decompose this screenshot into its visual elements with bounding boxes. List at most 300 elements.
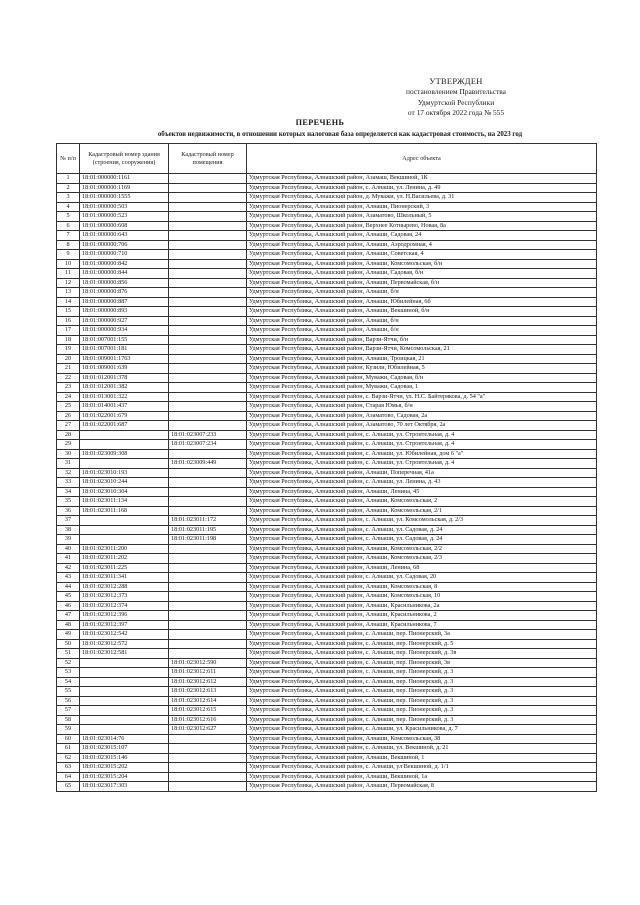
- table-row: [57, 383, 597, 393]
- room-cadastral-number: [169, 601, 247, 611]
- table-body: [57, 174, 597, 792]
- room-cadastral-number: 18:01:023012:611: [169, 668, 247, 678]
- row-number: 13: [57, 288, 80, 298]
- building-cadastral-number: 18:01:023011:168: [80, 506, 169, 516]
- table-row: [57, 221, 597, 231]
- building-cadastral-number: 18:01:000000:856: [80, 278, 169, 288]
- building-cadastral-number: 18:01:000000:876: [80, 288, 169, 298]
- room-cadastral-number: [169, 544, 247, 554]
- room-cadastral-number: [169, 288, 247, 298]
- room-cadastral-number: [169, 772, 247, 782]
- room-cadastral-number: [169, 373, 247, 383]
- building-cadastral-number: 18:01:023011:225: [80, 563, 169, 573]
- table-row: [57, 297, 597, 307]
- building-cadastral-number: 18:01:000000:887: [80, 297, 169, 307]
- row-number: 18: [57, 335, 80, 345]
- table-row: [57, 183, 597, 193]
- object-address: Удмуртская Республика, Алнашский район, Алнаши, Комсомольская, 10: [247, 592, 597, 602]
- table-row: [57, 278, 597, 288]
- object-address: Удмуртская Республика, Алнашский район, Алнаши, Ленина, 68: [247, 563, 597, 573]
- table-row: [57, 753, 597, 763]
- building-cadastral-number: 18:01:023015:204: [80, 772, 169, 782]
- room-cadastral-number: [169, 506, 247, 516]
- room-cadastral-number: 18:01:023012:613: [169, 687, 247, 697]
- building-cadastral-number: [80, 715, 169, 725]
- table-row: [57, 193, 597, 203]
- object-address: Удмуртская Республика, Алнашский район, с. Алнаши, ул. Садовая, 20: [247, 573, 597, 583]
- object-address: Удмуртская Республика, Алнашский район, с. Алнаши, ул. Садовая, д. 24: [247, 525, 597, 535]
- building-cadastral-number: [80, 525, 169, 535]
- object-address: Удмуртская Республика, Алнашский район, с. Алнаши, пер. Пионерский, д. 3: [247, 696, 597, 706]
- table-row: [57, 668, 597, 678]
- row-number: 45: [57, 592, 80, 602]
- table-row: [57, 582, 597, 592]
- row-number: 15: [57, 307, 80, 317]
- row-number: 2: [57, 183, 80, 193]
- table-row: [57, 288, 597, 298]
- room-cadastral-number: [169, 354, 247, 364]
- row-number: 40: [57, 544, 80, 554]
- row-number: 60: [57, 734, 80, 744]
- building-cadastral-number: 18:01:023012:581: [80, 649, 169, 659]
- building-cadastral-number: 18:01:023012:396: [80, 611, 169, 621]
- object-address: Удмуртская Республика, Алнашский район, д. Муважи, ул. Н.Васильева, д. 31: [247, 193, 597, 203]
- table-row: [57, 563, 597, 573]
- building-cadastral-number: 18:01:023011:341: [80, 573, 169, 583]
- table-row: [57, 468, 597, 478]
- building-cadastral-number: 18:01:000000:710: [80, 250, 169, 260]
- building-cadastral-number: 18:01:000000:893: [80, 307, 169, 317]
- building-cadastral-number: 18:01:000000:706: [80, 240, 169, 250]
- room-cadastral-number: [169, 592, 247, 602]
- room-cadastral-number: [169, 782, 247, 792]
- row-number: 39: [57, 535, 80, 545]
- table-row: [57, 544, 597, 554]
- row-number: 56: [57, 696, 80, 706]
- row-number: 26: [57, 411, 80, 421]
- building-cadastral-number: 18:01:023014:76: [80, 734, 169, 744]
- room-cadastral-number: 18:01:023012:614: [169, 696, 247, 706]
- row-number: 10: [57, 259, 80, 269]
- room-cadastral-number: [169, 392, 247, 402]
- object-address: Удмуртская Республика, Алнашский район, с. Алнаши, пер. Пионерский, д. 3: [247, 668, 597, 678]
- table-row: [57, 715, 597, 725]
- room-cadastral-number: [169, 221, 247, 231]
- object-address: Удмуртская Республика, Алнашский район, с. Алнаши, ул. Ленина, д. 43: [247, 478, 597, 488]
- row-number: 33: [57, 478, 80, 488]
- row-number: 32: [57, 468, 80, 478]
- room-cadastral-number: 18:01:023009:449: [169, 459, 247, 469]
- row-number: 44: [57, 582, 80, 592]
- object-address: Удмуртская Республика, Алнашский район, Алнаши, б/н: [247, 288, 597, 298]
- table-row: [57, 202, 597, 212]
- row-number: 43: [57, 573, 80, 583]
- table-row: [57, 449, 597, 459]
- object-address: Удмуртская Республика, Алнашский район, с. Алнаши, пер. Пионерский, д. 3в: [247, 649, 597, 659]
- document-subtitle: объектов недвижимости, в отношении которых налоговая база определяется как кадастровая стоимость, на 2023 год: [157, 131, 523, 138]
- room-cadastral-number: [169, 411, 247, 421]
- room-cadastral-number: 18:01:023007:234: [169, 440, 247, 450]
- building-cadastral-number: 18:01:000000:934: [80, 326, 169, 336]
- building-cadastral-number: 18:01:023012:288: [80, 582, 169, 592]
- room-cadastral-number: [169, 744, 247, 754]
- building-cadastral-number: 18:01:023015:107: [80, 744, 169, 754]
- row-number: 48: [57, 620, 80, 630]
- approval-heading: УТВЕРЖДЕН: [429, 77, 483, 86]
- object-address: Удмуртская Республика, Алнашский район, Кузили, Юбилейная, 5: [247, 364, 597, 374]
- object-address: Удмуртская Республика, Алнашский район, Алнаши, Садовая, 24: [247, 231, 597, 241]
- room-cadastral-number: [169, 316, 247, 326]
- row-number: 9: [57, 250, 80, 260]
- building-cadastral-number: [80, 725, 169, 735]
- object-address: Удмуртская Республика, Алнашский район, с. Алнаши, ул. Садовая, д. 24: [247, 535, 597, 545]
- room-cadastral-number: [169, 212, 247, 222]
- object-address: Удмуртская Республика, Алнашский район, Алнаши, Векшиной, 1: [247, 753, 597, 763]
- room-cadastral-number: [169, 259, 247, 269]
- table-row: [57, 592, 597, 602]
- row-number: 21: [57, 364, 80, 374]
- room-cadastral-number: [169, 250, 247, 260]
- object-address: Удмуртская Республика, Алнашский район, Азаматово, 70 лет Октября, 2а: [247, 421, 597, 431]
- row-number: 62: [57, 753, 80, 763]
- table-row: [57, 411, 597, 421]
- object-address: Удмуртская Республика, Алнашский район, Алнаши, Ленина, 45: [247, 487, 597, 497]
- object-address: Удмуртская Республика, Алнашский район, Алнаши, Аэродромная, 4: [247, 240, 597, 250]
- row-number: 64: [57, 772, 80, 782]
- object-address: Удмуртская Республика, Алнашский район, Алнаши, Поперечная, 41а: [247, 468, 597, 478]
- building-cadastral-number: [80, 516, 169, 526]
- room-cadastral-number: 18:01:023012:590: [169, 658, 247, 668]
- room-cadastral-number: [169, 335, 247, 345]
- approval-line-1: постановлением Правительства: [406, 87, 506, 97]
- table-row: [57, 725, 597, 735]
- row-number: 29: [57, 440, 80, 450]
- table-row: [57, 392, 597, 402]
- approval-line-2: Удмуртской Республики: [417, 97, 495, 107]
- building-cadastral-number: 18:01:000000:523: [80, 212, 169, 222]
- table-row: [57, 402, 597, 412]
- building-cadastral-number: 18:01:014001:437: [80, 402, 169, 412]
- room-cadastral-number: [169, 753, 247, 763]
- building-cadastral-number: 18:01:023012:373: [80, 592, 169, 602]
- building-cadastral-number: 18:01:000000:608: [80, 221, 169, 231]
- table-row: [57, 478, 597, 488]
- room-cadastral-number: 18:01:023012:616: [169, 715, 247, 725]
- object-address: Удмуртская Республика, Алнашский район, Алнаши, Комсомольская, 2/1: [247, 506, 597, 516]
- object-address: Удмуртская Республика, Алнашский район, с. Алнаши, ул. Векшиной, д. 21: [247, 744, 597, 754]
- room-cadastral-number: [169, 468, 247, 478]
- room-cadastral-number: [169, 345, 247, 355]
- building-cadastral-number: 18:01:009001:1763: [80, 354, 169, 364]
- building-cadastral-number: 18:01:023012:572: [80, 639, 169, 649]
- table-row: [57, 620, 597, 630]
- building-cadastral-number: 18:01:023015:202: [80, 763, 169, 773]
- table-row: [57, 611, 597, 621]
- table-row: [57, 354, 597, 364]
- row-number: 63: [57, 763, 80, 773]
- object-address: Удмуртская Республика, Алнашский район, с. Алнаши, пер. Пионерский, д. 3: [247, 687, 597, 697]
- approval-line-3: от 17 октября 2022 года № 555: [407, 108, 505, 118]
- table-row: [57, 430, 597, 440]
- object-address: Удмуртская Республика, Алнашский район, Алнаши, Первомайская, 8: [247, 782, 597, 792]
- row-number: 38: [57, 525, 80, 535]
- object-address: Удмуртская Республика, Алнашский район, с. Алнаши, пер. Пионерский, 3а: [247, 630, 597, 640]
- room-cadastral-number: [169, 297, 247, 307]
- approval-stamp: [376, 77, 536, 119]
- row-number: 59: [57, 725, 80, 735]
- object-address: Удмуртская Республика, Алнашский район, Алнаши, Красильникова, 2а: [247, 601, 597, 611]
- row-number: 35: [57, 497, 80, 507]
- object-address: Удмуртская Республика, Алнашский район, Алнаши, Векшиной, 1а: [247, 772, 597, 782]
- row-number: 6: [57, 221, 80, 231]
- building-cadastral-number: 18:01:023010:193: [80, 468, 169, 478]
- building-cadastral-number: 18:01:023011:202: [80, 554, 169, 564]
- row-number: 27: [57, 421, 80, 431]
- room-cadastral-number: [169, 278, 247, 288]
- header-num: № п/п: [57, 144, 80, 174]
- room-cadastral-number: [169, 174, 247, 184]
- object-address: Удмуртская Республика, Алнашский район, Алнаши, Красильникова, 2: [247, 611, 597, 621]
- building-cadastral-number: 18:01:022001:679: [80, 411, 169, 421]
- object-address: Удмуртская Республика, Алнашский район, Азамаш, Векшиной, 1К: [247, 174, 597, 184]
- property-table: [56, 143, 597, 792]
- row-number: 54: [57, 677, 80, 687]
- object-address: Удмуртская Республика, Алнашский район, Старая Юмья, б/н: [247, 402, 597, 412]
- row-number: 65: [57, 782, 80, 792]
- building-cadastral-number: 18:01:023015:146: [80, 753, 169, 763]
- row-number: 51: [57, 649, 80, 659]
- object-address: Удмуртская Республика, Алнашский район, Азаматово, Школьный, 5: [247, 212, 597, 222]
- table-row: [57, 554, 597, 564]
- row-number: 5: [57, 212, 80, 222]
- building-cadastral-number: 18:01:023011:134: [80, 497, 169, 507]
- row-number: 58: [57, 715, 80, 725]
- table-row: [57, 269, 597, 279]
- building-cadastral-number: [80, 440, 169, 450]
- object-address: Удмуртская Республика, Алнашский район, с. Алнаши, ул. Комсомольская, д. 2/3: [247, 516, 597, 526]
- object-address: Удмуртская Республика, Алнашский район, Алнаши, Комсомольская, б/н: [247, 259, 597, 269]
- table-row: [57, 440, 597, 450]
- table-row: [57, 326, 597, 336]
- row-number: 34: [57, 487, 80, 497]
- room-cadastral-number: [169, 478, 247, 488]
- room-cadastral-number: 18:01:023012:612: [169, 677, 247, 687]
- object-address: Удмуртская Республика, Алнашский район, Алнаши, Комсомольская, 38: [247, 734, 597, 744]
- table-row: [57, 516, 597, 526]
- table-row: [57, 421, 597, 431]
- building-cadastral-number: [80, 668, 169, 678]
- building-cadastral-number: 18:01:000000:1161: [80, 174, 169, 184]
- row-number: 50: [57, 639, 80, 649]
- object-address: Удмуртская Республика, Алнашский район, Алнаши, б/н: [247, 326, 597, 336]
- room-cadastral-number: [169, 563, 247, 573]
- table-row: [57, 259, 597, 269]
- row-number: 47: [57, 611, 80, 621]
- building-cadastral-number: [80, 535, 169, 545]
- table-row: [57, 763, 597, 773]
- object-address: Удмуртская Республика, Алнашский район, Варзи-Ятчи, Комсомольская, 21: [247, 345, 597, 355]
- table-row: [57, 525, 597, 535]
- row-number: 17: [57, 326, 80, 336]
- table-row: [57, 782, 597, 792]
- table-row: [57, 373, 597, 383]
- object-address: Удмуртская Республика, Алнашский район, с. Алнаши, ул. Ленина, д. 49: [247, 183, 597, 193]
- building-cadastral-number: [80, 687, 169, 697]
- building-cadastral-number: 18:01:023012:374: [80, 601, 169, 611]
- room-cadastral-number: [169, 240, 247, 250]
- room-cadastral-number: [169, 649, 247, 659]
- row-number: 11: [57, 269, 80, 279]
- building-cadastral-number: 18:01:022001:687: [80, 421, 169, 431]
- row-number: 7: [57, 231, 80, 241]
- table-header: [57, 144, 597, 174]
- room-cadastral-number: [169, 364, 247, 374]
- building-cadastral-number: 18:01:000000:643: [80, 231, 169, 241]
- object-address: Удмуртская Республика, Алнашский район, с. Алнаши, ул Векшиной, д. 1/1: [247, 763, 597, 773]
- object-address: Удмуртская Республика, Алнашский район, с. Алнаши, ул. Строительная, д. 4: [247, 430, 597, 440]
- header-building: Кадастровый номер здания (строения, сооружения): [80, 144, 169, 174]
- object-address: Удмуртская Республика, Алнашский район, с. Алнаши, ул. Строительная, д. 4: [247, 440, 597, 450]
- room-cadastral-number: [169, 269, 247, 279]
- room-cadastral-number: [169, 231, 247, 241]
- object-address: Удмуртская Республика, Алнашский район, Алнаши, Векшиной, б/н: [247, 307, 597, 317]
- table-row: [57, 250, 597, 260]
- table-row: [57, 345, 597, 355]
- row-number: 1: [57, 174, 80, 184]
- table-row: [57, 744, 597, 754]
- building-cadastral-number: 18:01:012001:378: [80, 373, 169, 383]
- row-number: 24: [57, 392, 80, 402]
- row-number: 8: [57, 240, 80, 250]
- object-address: Удмуртская Республика, Алнашский район, Алнаши, Красильникова, 7: [247, 620, 597, 630]
- object-address: Удмуртская Республика, Алнашский район, Алнаши, Советская, 4: [247, 250, 597, 260]
- object-address: Удмуртская Республика, Алнашский район, Алнаши, Первомайская, б/н: [247, 278, 597, 288]
- table-row: [57, 630, 597, 640]
- building-cadastral-number: [80, 459, 169, 469]
- object-address: Удмуртская Республика, Алнашский район, Алнаши, б/н: [247, 316, 597, 326]
- row-number: 36: [57, 506, 80, 516]
- row-number: 53: [57, 668, 80, 678]
- building-cadastral-number: [80, 430, 169, 440]
- table-row: [57, 497, 597, 507]
- building-cadastral-number: [80, 706, 169, 716]
- row-number: 20: [57, 354, 80, 364]
- table-row: [57, 601, 597, 611]
- table-row: [57, 734, 597, 744]
- object-address: Удмуртская Республика, Алнашский район, с. Алнаши, пер. Пионерский, д. 5: [247, 639, 597, 649]
- room-cadastral-number: [169, 620, 247, 630]
- row-number: 31: [57, 459, 80, 469]
- building-cadastral-number: 18:01:023017:303: [80, 782, 169, 792]
- row-number: 30: [57, 449, 80, 459]
- object-address: Удмуртская Республика, Алнашский район, Алнаши, Комсомольская, 8: [247, 582, 597, 592]
- row-number: 61: [57, 744, 80, 754]
- row-number: 28: [57, 430, 80, 440]
- room-cadastral-number: 18:01:023011:195: [169, 525, 247, 535]
- table-row: [57, 231, 597, 241]
- object-address: Удмуртская Республика, Алнашский район, с. Алнаши, пер. Пионерский, д. 3: [247, 706, 597, 716]
- table-row: [57, 573, 597, 583]
- room-cadastral-number: [169, 449, 247, 459]
- room-cadastral-number: 18:01:023007:233: [169, 430, 247, 440]
- table-row: [57, 772, 597, 782]
- object-address: Удмуртская Республика, Алнашский район, Муважи, Садовая, 1: [247, 383, 597, 393]
- room-cadastral-number: [169, 573, 247, 583]
- row-number: 23: [57, 383, 80, 393]
- row-number: 16: [57, 316, 80, 326]
- room-cadastral-number: [169, 630, 247, 640]
- room-cadastral-number: [169, 421, 247, 431]
- room-cadastral-number: [169, 554, 247, 564]
- table-row: [57, 459, 597, 469]
- object-address: Удмуртская Республика, Алнашский район, с. Алнаши, ул. Юбилейная, дом 6 "а": [247, 449, 597, 459]
- row-number: 57: [57, 706, 80, 716]
- row-number: 55: [57, 687, 80, 697]
- room-cadastral-number: [169, 307, 247, 317]
- object-address: Удмуртская Республика, Алнашский район, Верхнее Котнырево, Новая, 8а: [247, 221, 597, 231]
- row-number: 3: [57, 193, 80, 203]
- row-number: 37: [57, 516, 80, 526]
- room-cadastral-number: [169, 639, 247, 649]
- table-row: [57, 364, 597, 374]
- row-number: 46: [57, 601, 80, 611]
- object-address: Удмуртская Республика, Алнашский район, с. Варзи-Ятчи, ул. Н.С. Байтерякова, д. 54 "а": [247, 392, 597, 402]
- object-address: Удмуртская Республика, Алнашский район, Муважи, Садовая, б/н: [247, 373, 597, 383]
- room-cadastral-number: [169, 611, 247, 621]
- room-cadastral-number: [169, 763, 247, 773]
- row-number: 49: [57, 630, 80, 640]
- table-row: [57, 240, 597, 250]
- row-number: 42: [57, 563, 80, 573]
- object-address: Удмуртская Республика, Алнашский район, Алнаши, Комсомольская, 2: [247, 497, 597, 507]
- table-row: [57, 487, 597, 497]
- table-row: [57, 506, 597, 516]
- object-address: Удмуртская Республика, Алнашский район, Алнаши, Пионерский, 3: [247, 202, 597, 212]
- room-cadastral-number: 18:01:023011:172: [169, 516, 247, 526]
- building-cadastral-number: 18:01:013001:322: [80, 392, 169, 402]
- row-number: 41: [57, 554, 80, 564]
- table-row: [57, 174, 597, 184]
- building-cadastral-number: 18:01:007001:181: [80, 345, 169, 355]
- row-number: 25: [57, 402, 80, 412]
- object-address: Удмуртская Республика, Алнашский район, Азаматово, Садовая, 2а: [247, 411, 597, 421]
- building-cadastral-number: 18:01:000000:503: [80, 202, 169, 212]
- room-cadastral-number: 18:01:023011:198: [169, 535, 247, 545]
- room-cadastral-number: [169, 497, 247, 507]
- room-cadastral-number: [169, 193, 247, 203]
- building-cadastral-number: [80, 696, 169, 706]
- document-title: ПЕРЕЧЕНЬ: [295, 118, 345, 127]
- room-cadastral-number: [169, 326, 247, 336]
- table-row: [57, 677, 597, 687]
- object-address: Удмуртская Республика, Алнашский район, Алнаши, Комсомольская, 2/2: [247, 544, 597, 554]
- building-cadastral-number: 18:01:023010:304: [80, 487, 169, 497]
- building-cadastral-number: 18:01:023011:200: [80, 544, 169, 554]
- header-room: Кадастровый номер помещения: [169, 144, 247, 174]
- room-cadastral-number: [169, 487, 247, 497]
- row-number: 14: [57, 297, 80, 307]
- object-address: Удмуртская Республика, Алнашский район, Алнаши, Троицкая, 21: [247, 354, 597, 364]
- row-number: 22: [57, 373, 80, 383]
- table-row: [57, 307, 597, 317]
- building-cadastral-number: 18:01:012001:382: [80, 383, 169, 393]
- building-cadastral-number: 18:01:000000:1169: [80, 183, 169, 193]
- room-cadastral-number: [169, 402, 247, 412]
- room-cadastral-number: [169, 202, 247, 212]
- table-row: [57, 316, 597, 326]
- building-cadastral-number: [80, 677, 169, 687]
- table-row: [57, 658, 597, 668]
